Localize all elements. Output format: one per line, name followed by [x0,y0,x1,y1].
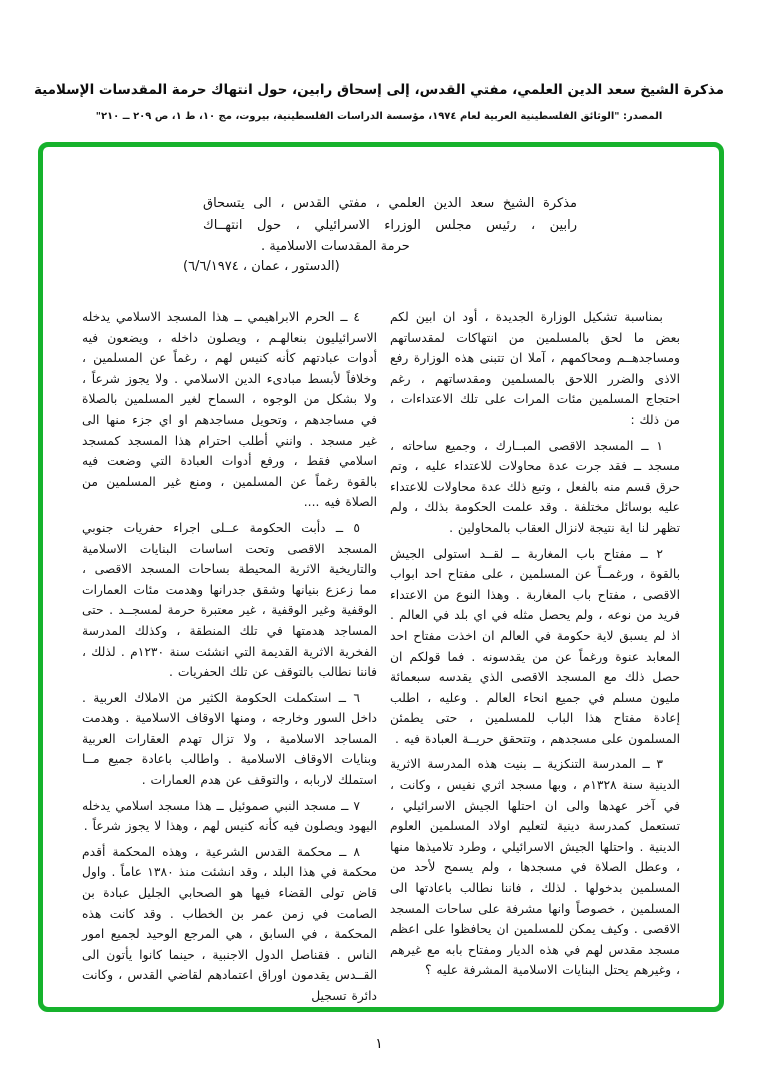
document-title: مذكرة الشيخ سعد الدين العلمي، مفتي القدس، إلى إسحاق رابين، حول انتهاك حرمة المقدسات الإسلامية [33,82,725,98]
memo-heading-line: مذكرة الشيخ سعد الدين العلمي ، مفتي القدس ، الى يتسحاق [203,196,577,211]
document-source-citation: المصدر: "الوثائق الفلسطينية العربية لعام ١٩٧٤، مؤسسة الدراسات الفلسطينية، بيروت، مج ١٠، ط ١، ص ٢٠٩ ــ ٢١٠" [95,111,663,122]
document-frame [38,142,724,1012]
paragraph-intro: بمناسبة تشكيل الوزارة الجديدة ، أود ان ابين لكم بعض ما لحق بالمسلمين من انتهاكات لمقدساتهم ومساجدهــم ومحاكمهم ، آملا ان تتبنى هذه الوزارة رفع الاذى والضرر اللاحق بالمسلمين ومقدساتهم ، رغم احتجاج المسلمين مئات المرات على تلك الاعتداءات ، من ذلك : [390,310,680,427]
body-columns [82,307,680,1012]
memo-heading-line: حرمة المقدسات الاسلامية . [261,239,410,254]
page-number: ١ [375,1036,383,1052]
column-right [390,307,680,1012]
paragraph-item-6: ٦ ــ استكملت الحكومة الكثير من الاملاك العربية . داخل السور وخارجه ، ومنها الاوقاف الاسلامية . وهدمت المساجد الاسلامية ، ولا تزال تهدم العقارات العربية وبنايات الاوقاف الاسلامية . واطالب باعادة جميع مــا استملك لاربابه ، والتوقف عن هدم العمارات . [82,690,377,788]
paragraph-item-2: ٢ ــ مفتاح باب المغاربة ــ لقــد استولى الجيش بالقوة ، ورغمــاً عن المسلمين ، على مفتاح احد ابواب الاقصى ، مفتاح باب المغاربة . وهذا النوع من الاعتداء فريد من نوعه ، ولم يحصل مثله في اي بلد في العالم . اذ لم يسبق لاية حكومة في العالم ان اخذت مفتاح احد المعابد عنوة ورغماً عن من يقدسونه . فما قولكم ان حصل ذلك مع المسجد الاقصى الذي يقدسه سبعمائة مليون مسلم في جميع انحاء العالم . وعليه ، اطلب إعادة مفتاح هذا الباب للمسلمين ، حتى يطمئن المسلمون على مسجدهم ، وتتحقق حريــة العبادة فيه . [390,546,680,746]
paragraph-item-3: ٣ ــ المدرسة التنكزية ــ بنيت هذه المدرسة الاثرية الدينية سنة ١٣٢٨م ، وبها مسجد اثري نفيس ، وكانت ، في آخر عهدها والى ان احتلها الجيش الاسرائيلي ، تستعمل كمدرسة دينية لتعليم اولاد المسلمين العلوم الدينية . واحتلها الجيش الاسرائيلي ، وطرد تلاميذها منها ، وعطل الصلاة في مسجدها ، ولم يسمح لأحد من المسلمين بدخولها . لذلك ، فاننا نطالب باعادتها الى المسلمين ، خصوصاً وانها مشرفة على ساحات المسجد الاقصى . وكيف يمكن للمسلمين ان يحافظوا على اعظم مسجد مقدس لهم في هذه الديار ومفتاح بابه مع غيرهم ، وغيرهم يحتل البنايات الاسلامية المشرفة عليه ؟ [390,757,680,978]
memo-dateline: (الدستور ، عمان ، ٦/٦/١٩٧٤) [183,259,340,274]
paragraph-item-5: ٥ ــ دأبت الحكومة عــلى اجراء حفريات جنوبي المسجد الاقصى وتحت اساسات البنايات الاسلامية والتاريخية الاثرية المحيطة بساحات المسجد الاقصى ، مما زعزع بنيانها وشقق جدرانها وهدمت مئات العمارات الوقفية وغير الوقفية ، غير معتبرة حرمة لمسجــد . حتى المساجد هدمتها في تلك المنطقة ، وكذلك المدرسة الفخرية الاثرية القديمة التي انشئت سنة ١٢٣٠م . لذلك ، فاننا نطالب بالتوقف عن تلك الحفريات . [82,520,378,680]
memo-heading-block [203,193,577,258]
memo-heading-line: رابين ، رئيس مجلس الوزراء الاسرائيلي ، حول انتهــاك [203,217,577,233]
paragraph-item-7: ٧ ــ مسجد النبي صموئيل ــ هذا مسجد اسلامي يدخله اليهود ويصلون فيه كأنه كنيس لهم ، وهذا لا يجوز شرعاً . [82,798,377,834]
paragraph-item-1: ١ ــ المسجد الاقصى المبــارك ، وجميع ساحاته ، مسجد ــ فقد جرت عدة محاولات للاعتداء عليه ، وتم حرق قسم منه بالفعل ، وتبع ذلك عدة محاولات للاعتداء عليه بوسائل مختلفة . وقد علمت الحكومة بذلك ، ولم تظهر لنا اية نتيجة لانزال العقاب بالمحاولين . [390,438,680,535]
column-left [82,307,377,1012]
paragraph-item-8: ٨ ــ محكمة القدس الشرعية ، وهذه المحكمة أقدم محكمة في هذا البلد ، وقد انشئت منذ ١٣٨٠ عاماً . واول قاض تولى القضاء فيها هو الصحابي الجليل عبادة بن الصامت في زمن عمر بن الخطاب . وقد كانت هذه المحكمة ، في السابق ، هي المرجع الوحيد لجميع امور الناس . فقناصل الدول الاجنبية ، حينما كانوا يأتون الى القــدس يقدمون اوراق اعتمادهم لقاضي القدس ، وكانت دائرة تسجيل [82,844,377,1003]
paragraph-item-4: ٤ ــ الحرم الابراهيمي ــ هذا المسجد الاسلامي يدخله الاسرائيليون بنعالهـم ، ويصلون داخله ، ويضعون فيه أدوات عبادتهم كأنه كنيس لهم ، رغماً عن المسلمين ، وخلافاً لأبسط مبادىء الدين الاسلامي . ولا يجوز شرعاً ، ولا بشكل من الوجوه ، السماح لغير المسلمين بالصلاة في مساجدهم ، وتحويل مساجدهم او اي جزء منها الى غير مسجد . وانني أطلب احترام هذا المسجد كمسجد اسلامي فقط ، ورفع أدوات العبادة التي وضعت فيه بالقوة رغماً عن المسلمين ، ومنع غير المسلمين من الصلاة فيه .... [82,310,377,510]
